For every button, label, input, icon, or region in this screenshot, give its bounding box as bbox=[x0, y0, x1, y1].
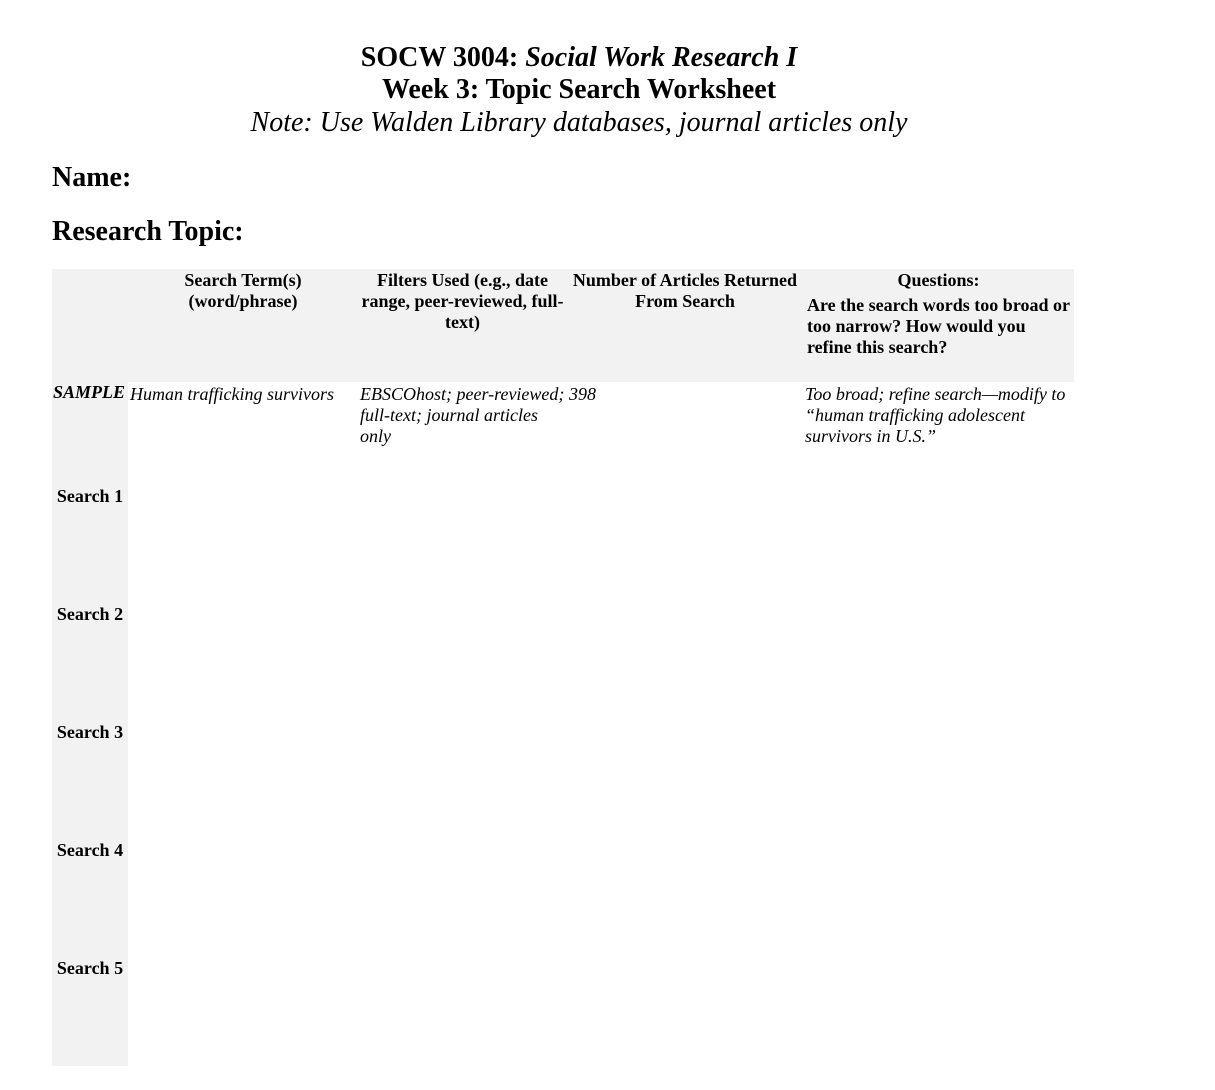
research-topic-label: Research Topic: bbox=[52, 216, 244, 247]
questions-cell[interactable] bbox=[803, 939, 1074, 1066]
table-header-row bbox=[52, 269, 1074, 382]
header-filters bbox=[358, 269, 567, 382]
questions-cell[interactable] bbox=[803, 585, 1074, 703]
search-row-label: Search 2 bbox=[52, 585, 128, 703]
sample-search-terms: Human trafficking survivors bbox=[130, 384, 334, 404]
article-count-cell[interactable] bbox=[567, 821, 803, 939]
sample-questions-answer: Too broad; refine search—modify to “human trafficking adolescent survivors in U.S.” bbox=[805, 384, 1066, 446]
course-code: SOCW 3004: bbox=[360, 42, 526, 73]
header-questions-prompt: Are the search words too broad or too narrow? How would you refine this search? bbox=[807, 295, 1070, 357]
table-row bbox=[52, 585, 1074, 703]
header-search-terms bbox=[128, 269, 358, 382]
sample-filters: EBSCOhost; peer-reviewed; full-text; journal articles only bbox=[360, 384, 565, 446]
table-row bbox=[52, 464, 1074, 585]
questions-cell[interactable] bbox=[803, 821, 1074, 939]
search-row-label: Search 4 bbox=[52, 821, 128, 939]
article-count-cell[interactable] bbox=[567, 703, 803, 821]
search-terms-cell[interactable] bbox=[128, 939, 358, 1066]
topic-search-table bbox=[52, 269, 1074, 1066]
article-count-cell[interactable] bbox=[567, 585, 803, 703]
name-label: Name: bbox=[52, 162, 132, 193]
filters-cell[interactable] bbox=[358, 464, 567, 585]
article-count-cell[interactable] bbox=[567, 464, 803, 585]
header-article-count bbox=[567, 269, 803, 382]
filters-cell[interactable] bbox=[358, 939, 567, 1066]
filters-cell[interactable] bbox=[358, 703, 567, 821]
search-row-label: Search 1 bbox=[52, 464, 128, 585]
questions-cell[interactable] bbox=[803, 464, 1074, 585]
document-header bbox=[0, 42, 1158, 140]
search-terms-cell[interactable] bbox=[128, 821, 358, 939]
sample-row-label: SAMPLE bbox=[52, 382, 128, 464]
header-search-terms-label: Search Term(s) (word/phrase) bbox=[184, 270, 302, 311]
table-row bbox=[52, 703, 1074, 821]
course-title bbox=[0, 42, 1158, 74]
questions-cell[interactable] bbox=[803, 703, 1074, 821]
course-name: Social Work Research I bbox=[525, 42, 798, 73]
sample-article-count: 398 bbox=[569, 384, 596, 404]
table-row bbox=[52, 821, 1074, 939]
header-questions-title: Questions: bbox=[897, 270, 980, 290]
header-article-count-label: Number of Articles Returned From Search bbox=[572, 270, 798, 311]
header-corner-cell bbox=[52, 269, 128, 382]
article-count-cell[interactable] bbox=[567, 939, 803, 1066]
search-terms-cell[interactable] bbox=[128, 464, 358, 585]
filters-cell[interactable] bbox=[358, 585, 567, 703]
header-questions bbox=[803, 269, 1074, 382]
worksheet-title: Week 3: Topic Search Worksheet bbox=[381, 74, 777, 105]
sample-row bbox=[52, 382, 1074, 464]
search-row-label: Search 3 bbox=[52, 703, 128, 821]
library-note: Note: Use Walden Library databases, journal articles only bbox=[250, 107, 908, 138]
header-filters-label: Filters Used (e.g., date range, peer-reviewed, full-text) bbox=[361, 270, 564, 332]
search-terms-cell[interactable] bbox=[128, 585, 358, 703]
table-row bbox=[52, 939, 1074, 1066]
search-terms-cell[interactable] bbox=[128, 703, 358, 821]
filters-cell[interactable] bbox=[358, 821, 567, 939]
search-row-label: Search 5 bbox=[52, 939, 128, 1066]
